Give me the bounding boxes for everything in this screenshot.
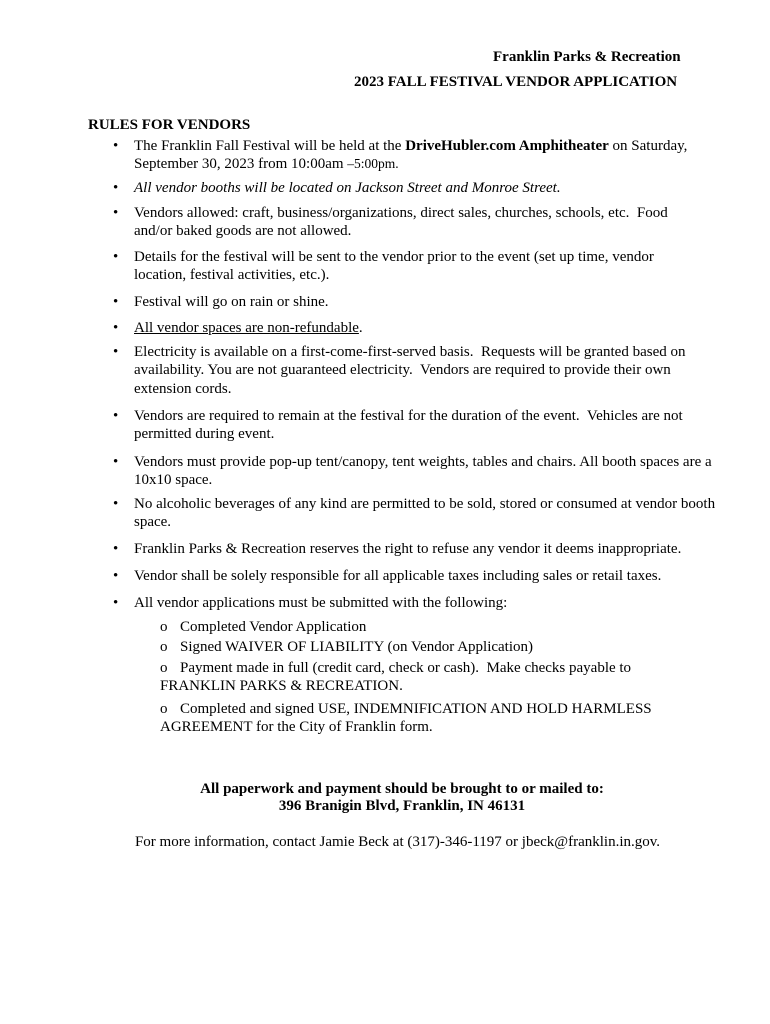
rule-line [134,155,687,173]
rule-line: All vendor applications must be submitted with the following: [134,595,508,611]
circle-bullet-icon: o [160,639,168,655]
rule-item-booth-location [113,179,561,197]
rule-item-refusal-right [113,540,682,558]
bullet-icon: • [113,541,119,557]
rule-text: September 30, 2023 from 10:00am [134,156,348,173]
requirement-line [160,659,631,677]
submission-instruction: All paperwork and payment should be brought to or mailed to: [200,781,604,797]
rule-line: Vendors allowed: craft, business/organizations, direct sales, churches, schools, etc. Food [134,205,668,221]
bullet-icon: • [113,205,119,221]
requirement-line [160,638,533,656]
rule-line: availability. You are not guaranteed electricity. Vendors are required to provide their own [134,362,671,379]
bullet-icon: • [113,344,119,360]
requirement-text: Signed WAIVER OF LIABILITY (on Vendor Application) [180,639,534,655]
bullet-icon: • [113,138,119,154]
rule-line: extension cords. [134,380,232,397]
rule-line: location, festival activities, etc.). [134,267,330,284]
rule-text: . [358,320,363,336]
requirement-line [160,618,366,636]
rule-line: space. [134,514,172,531]
requirement-text: Completed Vendor Application [180,619,367,635]
bullet-icon: • [113,249,119,265]
rule-item-no-alcohol [113,495,716,532]
rule-line: Vendor shall be solely responsible for all applicable taxes including sales or retail taxes. [134,568,662,584]
rule-item-non-refundable [113,319,363,337]
rule-line: Vendors must provide pop-up tent/canopy, tent weights, tables and chairs. All booth spaces are a [134,454,712,470]
rule-item-submission-requirements [113,594,508,612]
rule-line: and/or baked goods are not allowed. [134,223,352,240]
circle-bullet-icon: o [160,619,168,635]
contact-info: For more information, contact Jamie Beck at (317)-346-1197 or jbeck@franklin.in.gov. [134,834,661,850]
bullet-icon: • [113,454,119,470]
bullet-icon: • [113,180,119,196]
bullet-icon: • [113,408,119,424]
rule-item-booth-setup [113,453,712,490]
rule-line: No alcoholic beverages of any kind are permitted to be sold, stored or consumed at vendor booth [134,496,716,512]
requirement-item-application [160,618,366,636]
circle-bullet-icon: o [160,701,168,717]
festival-end-time: –5:00pm. [347,156,399,172]
rule-line: Festival will go on rain or shine. [134,294,329,310]
rule-line [134,319,363,337]
rule-line: Franklin Parks & Recreation reserves the right to refuse any vendor it deems inappropriate. [134,541,682,557]
rule-item-electricity [113,343,686,398]
bullet-icon: • [113,294,119,310]
venue-name: DriveHubler.com Amphitheater [405,138,609,154]
document-title: 2023 FALL FESTIVAL VENDOR APPLICATION [354,74,678,90]
non-refundable-notice: All vendor spaces are non-refundable [134,320,359,336]
rule-line: 10x10 space. [134,472,213,489]
requirement-item-waiver [160,638,533,656]
rule-line: All vendor booths will be located on Jackson Street and Monroe Street. [134,180,561,196]
rule-item-stay-duration [113,407,683,444]
requirement-line [160,700,652,718]
requirement-text: Completed and signed USE, INDEMNIFICATION AND HOLD HARMLESS [180,701,652,717]
requirement-item-payment [160,659,631,696]
rule-item-event-details [113,248,654,285]
rules-heading: RULES FOR VENDORS [88,117,251,133]
mailing-address: 396 Branigin Blvd, Franklin, IN 46131 [278,798,526,814]
bullet-icon: • [113,568,119,584]
requirement-text: Payment made in full (credit card, check or cash). Make checks payable to [180,660,632,676]
rule-item-rain-or-shine [113,293,329,311]
rule-line: Electricity is available on a first-come-first-served basis. Requests will be granted based on [134,344,686,360]
rule-line: Vendors are required to remain at the festival for the duration of the event. Vehicles are not [134,408,683,424]
organization-name: Franklin Parks & Recreation [493,49,681,65]
rule-item-festival-date [113,137,688,174]
requirement-line: AGREEMENT for the City of Franklin form. [160,719,433,736]
rule-line: permitted during event. [134,426,275,443]
bullet-icon: • [113,320,119,336]
rule-item-taxes [113,567,662,585]
bullet-icon: • [113,496,119,512]
rule-text: on Saturday, [608,138,688,154]
rule-text: The Franklin Fall Festival will be held at the [134,138,406,154]
rule-line: Details for the festival will be sent to the vendor prior to the event (set up time, vendor [134,249,654,265]
rule-line [134,137,687,155]
requirement-line: FRANKLIN PARKS & RECREATION. [160,678,403,695]
bullet-icon: • [113,595,119,611]
rule-item-vendors-allowed [113,204,668,241]
circle-bullet-icon: o [160,660,168,676]
requirement-item-indemnification [160,700,652,737]
